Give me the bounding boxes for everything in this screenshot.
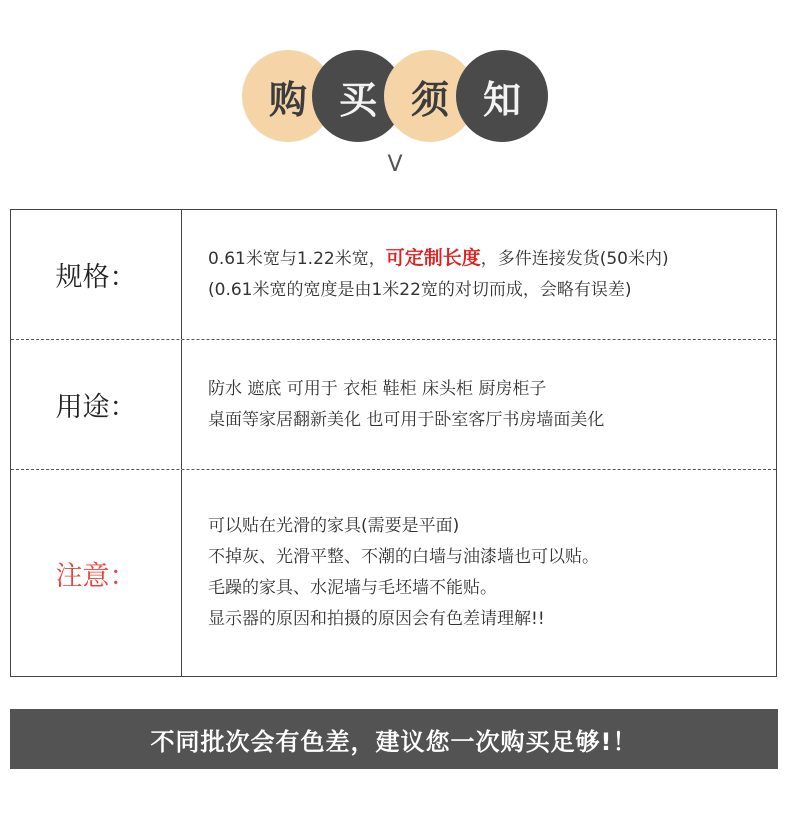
title-circles (242, 50, 552, 142)
info-table (10, 209, 777, 677)
notice-line-1: 可以贴在光滑的家具(需要是平面) (208, 516, 460, 536)
row-label-usage: 用途： (11, 340, 182, 469)
usage-line-1: 防水 遮底 可用于 衣柜 鞋柜 床头柜 厨房柜子 (208, 378, 547, 399)
spec-line-1-post: ，多件连接发货(50米内) (480, 249, 669, 269)
usage-line-2: 桌面等家居翻新美化 也可用于卧室客厅书房墙面美化 (208, 409, 605, 430)
title-char-4: 知 (456, 50, 548, 142)
notice-line-4: 显示器的原因和拍摄的原因会有色差请理解!! (208, 609, 545, 629)
table-row-spec (11, 210, 776, 340)
table-row-usage (11, 340, 776, 470)
row-content-spec (182, 210, 776, 339)
spec-line-2: (0.61米宽的宽度是由1米22宽的对切而成，会略有误差) (208, 280, 632, 300)
title-char-1: 购 (242, 50, 334, 142)
custom-length-highlight: 可定制长度 (385, 247, 481, 269)
spec-line-1-pre: 0.61米宽与1.22米宽， (208, 249, 386, 269)
row-label-spec: 规格： (11, 210, 182, 339)
table-row-notice (11, 470, 776, 676)
color-difference-banner: 不同批次会有色差，建议您一次购买足够!！ (10, 709, 778, 769)
row-content-usage (182, 340, 776, 469)
chevron-down-icon: V (387, 152, 403, 177)
spec-line-1 (208, 243, 776, 275)
title-char-2: 买 (312, 50, 404, 142)
notice-line-2: 不掉灰、光滑平整、不潮的白墙与油漆墙也可以贴。 (208, 547, 599, 567)
row-content-notice (182, 470, 776, 676)
title-char-3: 须 (384, 50, 476, 142)
row-label-notice: 注意： (11, 470, 182, 676)
notice-line-3: 毛躁的家具、水泥墙与毛坯墙不能贴。 (208, 578, 497, 598)
